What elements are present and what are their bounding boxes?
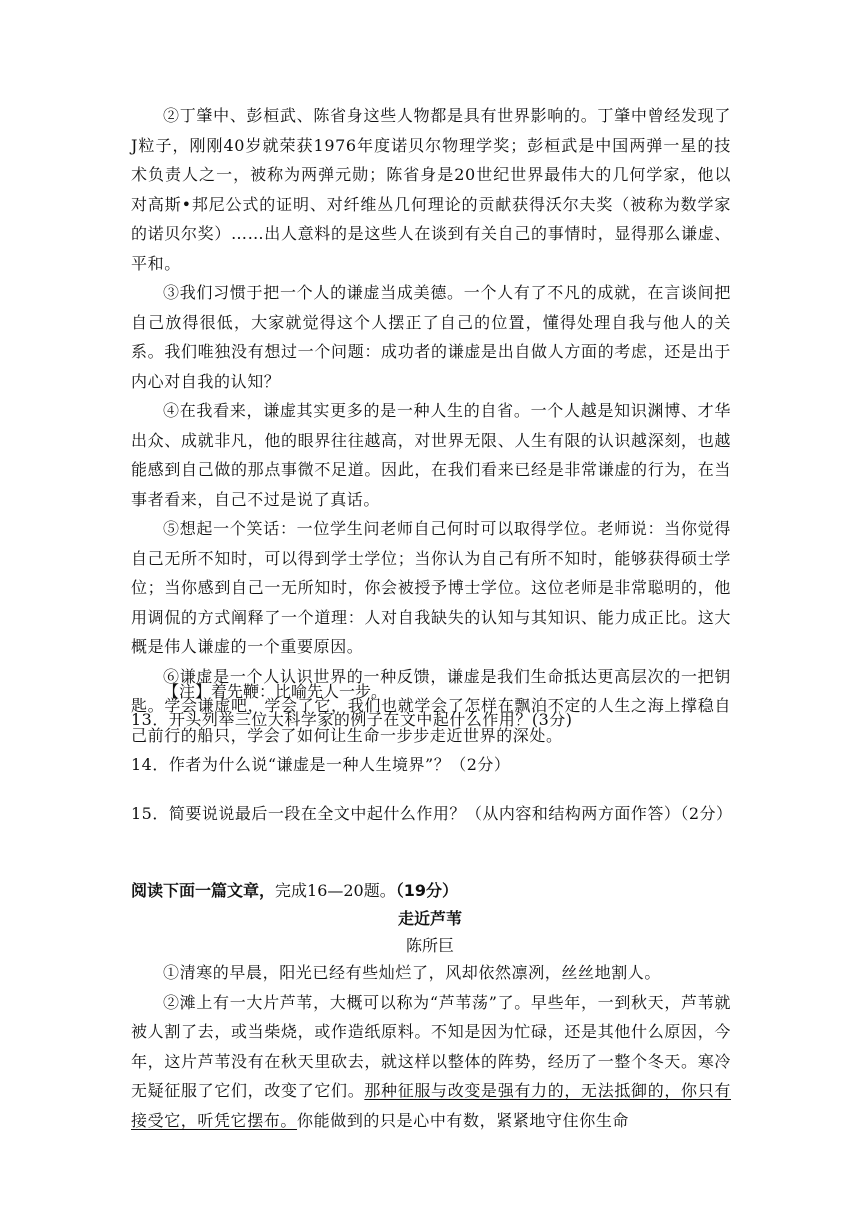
passage2-paragraph-1: ①清寒的早晨，阳光已经有些灿烂了，风却依然凛冽，丝丝地割人。 [163, 963, 662, 982]
article-author: 陈所巨 [405, 936, 454, 955]
article-title: 走近芦苇 [397, 909, 462, 928]
section-heading-rest: 完成16—20题。 [275, 881, 396, 900]
question-13: 13．开头列举三位大科学家的例子在文中起什么作用？(3分) [131, 710, 573, 729]
paragraph-6: ⑥谦虚是一个人认识世界的一种反馈，谦虚是我们生命抵达更高层次的一把钥匙。学会谦虚吧，学会了它，我们也就学会了怎样在飘泊不定的人生之海上撑稳自己前行的船只，学会了如何让生命一步步走近世界的深处。 [131, 666, 731, 745]
paragraph-4: ④在我看来，谦虚其实更多的是一种人生的自省。一个人越是知识渊博、才华出众、成就非凡，他的眼界往往越高，对世界无限、人生有限的认识越深刻，也越能感到自己做的那点事微不足道。因此，在我们看来已经是非常谦虚的行为，在当事者看来，自己不过是说了真话。 [131, 401, 731, 509]
passage2-body [131, 958, 731, 1135]
passage1-body [131, 101, 731, 750]
question-14: 14．作者为什么说“谦虚是一种人生境界”？（2分） [131, 755, 511, 774]
section-heading-bold: 阅读下面一篇文章， [131, 881, 276, 900]
passage2-p2-tail: 你能做到的只是心中有数，紧紧地守住你生命 [297, 1110, 630, 1130]
paragraph-3: ③我们习惯于把一个人的谦虚当成美德。一个人有了不凡的成就，在言谈间把自己放得很低，大家就觉得这个人摆正了自己的位置，懂得处理自我与他人的关系。我们唯独没有想过一个问题：成功者的谦虚是出自做人方面的考虑，还是出于内心对自我的认知？ [131, 283, 731, 391]
paragraph-2: ②丁肇中、彭桓武、陈省身这些人物都是具有世界影响的。丁肇中曾经发现了J粒子，刚刚40岁就荣获1976年度诺贝尔物理学奖；彭桓武是中国两弹一星的技术负责人之一，被称为两弹元勋；陈省身是20世纪世界最伟大的几何学家，他以对高斯•邦尼公式的证明、对纤维丛几何理论的贡献获得沃尔夫奖（被称为数学家的诺贝尔奖）……出人意料的是这些人在谈到有关自己的事情时，显得那么谦虚、平和。 [131, 106, 731, 273]
paragraph-5: ⑤想起一个笑话：一位学生问老师自己何时可以取得学位。老师说：当你觉得自己无所不知时，可以得到学士学位；当你认为自己有所不知时，能够获得硕士学位；当你感到自己一无所知时，你会被授予博士学位。这位老师是非常聪明的，他用调侃的方式阐释了一个道理：人对自我缺失的认知与其知识、能力成正比。这大概是伟人谦虚的一个重要原因。 [131, 519, 731, 656]
passage2-p2-underlined: 那种征服与改变是强有力的，无法抵御的，你只有接受它，听凭它摆布。 [131, 1081, 731, 1130]
passage2-p2-plain: ②滩上有一大片芦苇，大概可以称为“芦苇荡”了。早些年，一到秋天，芦苇就被人割了去，或当柴烧，或作造纸原料。不知是因为忙碌，还是其他什么原因，今年，这片芦苇没有在秋天里砍去，就这样以整体的阵势，经历了一整个冬天。寒冷无疑征服了它们，改变了它们。 [131, 992, 731, 1100]
section-heading [131, 876, 458, 906]
passage2-paragraph-2 [131, 988, 731, 1136]
annotation-note: 【注】着先鞭：比喻先人一步。 [163, 682, 388, 701]
section-heading-score: （19分） [395, 881, 459, 900]
question-15: 15．简要说说最后一段在全文中起什么作用？（从内容和结构两方面作答）（2分） [131, 804, 733, 823]
